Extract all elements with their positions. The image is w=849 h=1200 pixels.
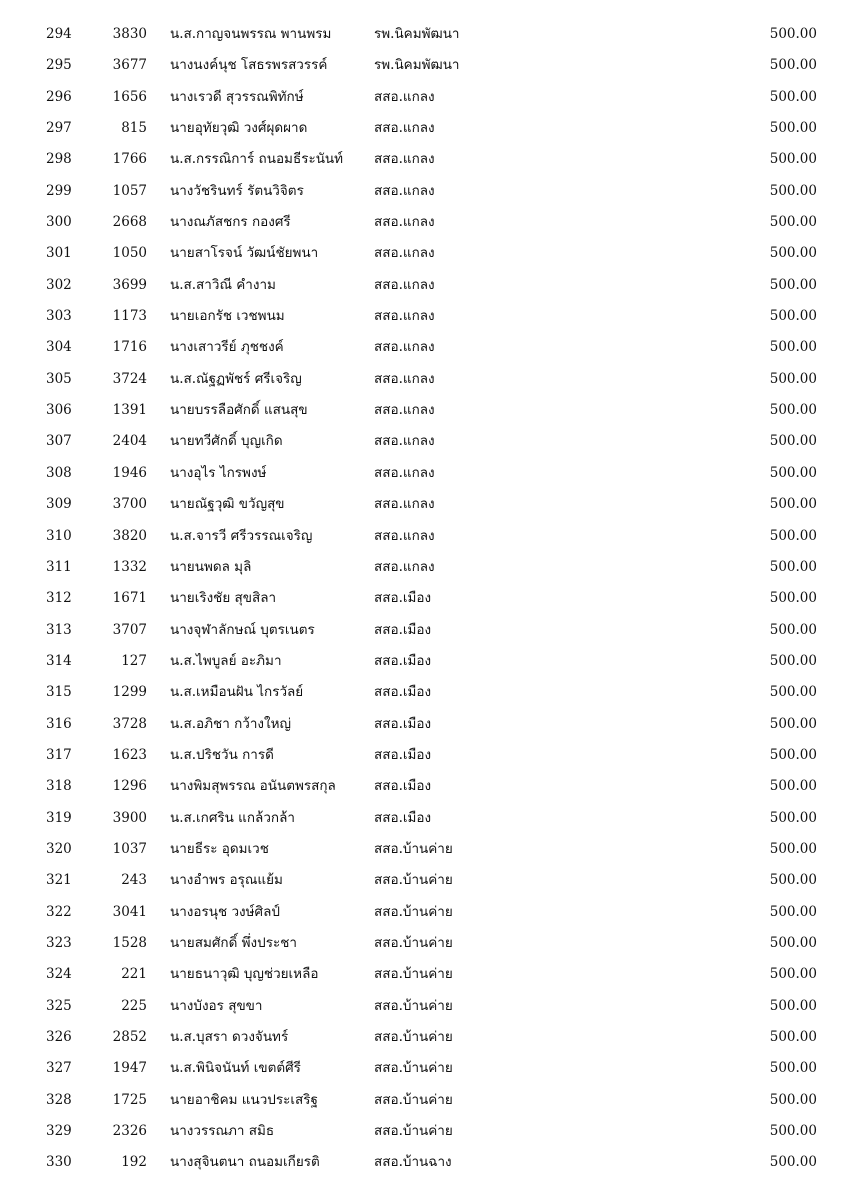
table-row <box>0 50 849 81</box>
row-number: 316 <box>46 715 72 732</box>
workplace: สสอ.บ้านค่าย <box>374 1060 453 1077</box>
member-name: นางเรวดี สุวรรณพิทักษ์ <box>170 88 304 105</box>
member-code: 2668 <box>112 214 147 231</box>
workplace: สสอ.แกลง <box>374 214 435 231</box>
amount: 500.00 <box>769 746 817 763</box>
member-code: 3677 <box>112 57 147 74</box>
amount: 500.00 <box>769 840 817 857</box>
amount: 500.00 <box>769 558 817 575</box>
amount: 500.00 <box>769 308 817 325</box>
amount: 500.00 <box>769 245 817 262</box>
member-name: นายบรรลือศักดิ์ แสนสุข <box>170 402 308 419</box>
amount: 500.00 <box>769 997 817 1014</box>
table-row <box>0 1116 849 1147</box>
workplace: สสอ.บ้านค่าย <box>374 934 453 951</box>
member-name: น.ส.พินิจนันท์ เขตต์ศีรี <box>170 1060 301 1077</box>
member-name: นายธนาวุฒิ บุญช่วยเหลือ <box>170 966 319 983</box>
member-code: 243 <box>121 872 147 889</box>
member-name: นายธีระ อุดมเวช <box>170 840 269 857</box>
payment-list-table <box>0 19 849 1179</box>
workplace: สสอ.แกลง <box>374 182 435 199</box>
member-code: 1057 <box>112 182 147 199</box>
member-code: 1173 <box>112 308 147 325</box>
member-code: 1671 <box>112 590 147 607</box>
amount: 500.00 <box>769 182 817 199</box>
member-code: 1050 <box>112 245 147 262</box>
workplace: สสอ.แกลง <box>374 370 435 387</box>
member-code: 3820 <box>112 527 147 544</box>
member-code: 1766 <box>112 151 147 168</box>
workplace: รพ.นิคมพัฒนา <box>374 57 460 74</box>
amount: 500.00 <box>769 684 817 701</box>
table-row <box>0 332 849 363</box>
member-code: 221 <box>121 966 147 983</box>
table-row <box>0 144 849 175</box>
member-name: น.ส.เกศริน แกล้วกล้า <box>170 809 295 826</box>
member-code: 1946 <box>112 464 147 481</box>
amount: 500.00 <box>769 151 817 168</box>
table-row <box>0 897 849 928</box>
row-number: 305 <box>46 370 72 387</box>
member-code: 2404 <box>112 433 147 450</box>
member-code: 3724 <box>112 370 147 387</box>
amount: 500.00 <box>769 715 817 732</box>
row-number: 325 <box>46 997 72 1014</box>
amount: 500.00 <box>769 120 817 137</box>
member-name: น.ส.สาวิณี คำงาม <box>170 276 276 293</box>
row-number: 318 <box>46 778 72 795</box>
row-number: 314 <box>46 652 72 669</box>
amount: 500.00 <box>769 934 817 951</box>
row-number: 320 <box>46 840 72 857</box>
workplace: สสอ.แกลง <box>374 276 435 293</box>
row-number: 327 <box>46 1060 72 1077</box>
workplace: สสอ.แกลง <box>374 88 435 105</box>
workplace: สสอ.เมือง <box>374 746 432 763</box>
workplace: สสอ.บ้านค่าย <box>374 966 453 983</box>
workplace: สสอ.เมือง <box>374 684 432 701</box>
workplace: สสอ.แกลง <box>374 120 435 137</box>
member-code: 1623 <box>112 746 147 763</box>
row-number: 313 <box>46 621 72 638</box>
row-number: 315 <box>46 684 72 701</box>
member-code: 1296 <box>112 778 147 795</box>
member-code: 1656 <box>112 88 147 105</box>
table-row <box>0 646 849 677</box>
amount: 500.00 <box>769 339 817 356</box>
amount: 500.00 <box>769 903 817 920</box>
workplace: สสอ.เมือง <box>374 590 432 607</box>
member-name: น.ส.บุสรา ดวงจันทร์ <box>170 1029 289 1045</box>
member-name: นางวรรณภา สมิธ <box>170 1123 275 1140</box>
table-row <box>0 426 849 457</box>
member-code: 1528 <box>112 934 147 951</box>
row-number: 310 <box>46 527 72 544</box>
member-code: 3041 <box>112 903 147 920</box>
row-number: 294 <box>46 26 72 42</box>
member-code: 3700 <box>112 496 147 513</box>
table-row <box>0 803 849 834</box>
amount: 500.00 <box>769 496 817 513</box>
table-row <box>0 677 849 708</box>
member-name: นายสาโรจน์ วัฒน์ชัยพนา <box>170 245 319 262</box>
workplace: รพ.นิคมพัฒนา <box>374 26 460 42</box>
member-name: นายสมศักดิ์ พึ่งประชา <box>170 934 297 951</box>
member-name: น.ส.ปริชวัน การดี <box>170 746 274 763</box>
workplace: สสอ.แกลง <box>374 496 435 513</box>
table-row <box>0 1085 849 1116</box>
member-code: 225 <box>121 997 147 1014</box>
member-name: นางจุฬาลักษณ์ บุตรเนตร <box>170 621 315 638</box>
member-code: 1725 <box>112 1091 147 1108</box>
workplace: สสอ.แกลง <box>374 464 435 481</box>
amount: 500.00 <box>769 1123 817 1140</box>
workplace: สสอ.แกลง <box>374 151 435 168</box>
member-code: 1716 <box>112 339 147 356</box>
amount: 500.00 <box>769 872 817 889</box>
workplace: สสอ.บ้านค่าย <box>374 1091 453 1108</box>
member-name: นางวัชรินทร์ รัตนวิจิตร <box>170 182 304 199</box>
row-number: 307 <box>46 433 72 450</box>
table-row <box>0 521 849 552</box>
workplace: สสอ.บ้านฉาง <box>374 1154 452 1171</box>
member-code: 3707 <box>112 621 147 638</box>
row-number: 329 <box>46 1123 72 1140</box>
table-row <box>0 176 849 207</box>
workplace: สสอ.เมือง <box>374 652 432 669</box>
row-number: 317 <box>46 746 72 763</box>
table-row <box>0 1053 849 1084</box>
workplace: สสอ.แกลง <box>374 433 435 450</box>
member-name: น.ส.กรรณิการ์ ถนอมธีระนันท์ <box>170 151 344 168</box>
table-row <box>0 82 849 113</box>
amount: 500.00 <box>769 433 817 450</box>
member-name: นายณัฐวุฒิ ขวัญสุข <box>170 496 285 513</box>
table-row <box>0 740 849 771</box>
workplace: สสอ.บ้านค่าย <box>374 1123 453 1140</box>
member-name: น.ส.ไพบูลย์ อะภิมา <box>170 652 282 669</box>
amount: 500.00 <box>769 57 817 74</box>
row-number: 303 <box>46 308 72 325</box>
table-row <box>0 301 849 332</box>
member-name: นายเอกรัช เวชพนม <box>170 308 285 325</box>
row-number: 328 <box>46 1091 72 1108</box>
table-row <box>0 865 849 896</box>
table-row <box>0 615 849 646</box>
row-number: 298 <box>46 151 72 168</box>
table-row <box>0 364 849 395</box>
workplace: สสอ.เมือง <box>374 621 432 638</box>
row-number: 311 <box>46 558 72 575</box>
member-name: นางณภัสชกร กองศรี <box>170 214 291 231</box>
member-name: นางเสาวรีย์ ภุชชงค์ <box>170 339 284 356</box>
workplace: สสอ.บ้านค่าย <box>374 872 453 889</box>
member-code: 3728 <box>112 715 147 732</box>
workplace: สสอ.บ้านค่าย <box>374 997 453 1014</box>
row-number: 297 <box>46 120 72 137</box>
member-name: นางอำพร อรุณแย้ม <box>170 872 283 889</box>
amount: 500.00 <box>769 652 817 669</box>
member-name: นางนงค์นุช โสธรพรสวรรค์ <box>170 57 328 74</box>
member-code: 1299 <box>112 684 147 701</box>
member-name: นายนพดล มุลิ <box>170 558 252 575</box>
amount: 500.00 <box>769 1154 817 1171</box>
member-name: นายทวีศักดิ์ บุญเกิด <box>170 433 283 450</box>
table-row <box>0 834 849 865</box>
workplace: สสอ.แกลง <box>374 527 435 544</box>
table-row <box>0 583 849 614</box>
amount: 500.00 <box>769 809 817 826</box>
member-code: 1947 <box>112 1060 147 1077</box>
amount: 500.00 <box>769 88 817 105</box>
amount: 500.00 <box>769 1029 817 1045</box>
table-row <box>0 489 849 520</box>
member-name: น.ส.กาญจนพรรณ พานพรม <box>170 26 332 42</box>
table-row <box>0 1022 849 1053</box>
member-name: นางสุจินตนา ถนอมเกียรติ <box>170 1154 320 1171</box>
member-name: นางอรนุช วงษ์ศิลป์ <box>170 903 280 920</box>
member-code: 3830 <box>112 26 147 42</box>
row-number: 312 <box>46 590 72 607</box>
member-code: 1332 <box>112 558 147 575</box>
workplace: สสอ.บ้านค่าย <box>374 840 453 857</box>
member-name: นายอาชิคม แนวประเสริฐ <box>170 1091 318 1108</box>
amount: 500.00 <box>769 778 817 795</box>
table-row <box>0 959 849 990</box>
member-name: นางบังอร สุขขา <box>170 997 263 1014</box>
row-number: 299 <box>46 182 72 199</box>
table-row <box>0 207 849 238</box>
member-name: น.ส.อภิชา กว้างใหญ่ <box>170 715 292 732</box>
member-name: น.ส.เหมือนฝัน ไกรวัลย์ <box>170 684 304 701</box>
row-number: 306 <box>46 402 72 419</box>
table-row <box>0 928 849 959</box>
amount: 500.00 <box>769 464 817 481</box>
member-name: นางพิมสุพรรณ อนันตพรสกุล <box>170 778 336 795</box>
table-row <box>0 709 849 740</box>
table-row <box>0 270 849 301</box>
member-code: 2326 <box>112 1123 147 1140</box>
workplace: สสอ.แกลง <box>374 308 435 325</box>
workplace: สสอ.เมือง <box>374 809 432 826</box>
workplace: สสอ.แกลง <box>374 339 435 356</box>
amount: 500.00 <box>769 966 817 983</box>
workplace: สสอ.เมือง <box>374 715 432 732</box>
member-name: น.ส.ณัฐฏพัชร์ ศรีเจริญ <box>170 370 302 387</box>
workplace: สสอ.เมือง <box>374 778 432 795</box>
amount: 500.00 <box>769 527 817 544</box>
member-code: 815 <box>121 120 147 137</box>
amount: 500.00 <box>769 590 817 607</box>
table-row <box>0 771 849 802</box>
member-code: 192 <box>121 1154 147 1171</box>
member-code: 127 <box>121 652 147 669</box>
member-code: 1391 <box>112 402 147 419</box>
row-number: 323 <box>46 934 72 951</box>
workplace: สสอ.แกลง <box>374 558 435 575</box>
workplace: สสอ.บ้านค่าย <box>374 903 453 920</box>
amount: 500.00 <box>769 26 817 42</box>
row-number: 330 <box>46 1154 72 1171</box>
row-number: 301 <box>46 245 72 262</box>
row-number: 321 <box>46 872 72 889</box>
amount: 500.00 <box>769 1091 817 1108</box>
amount: 500.00 <box>769 1060 817 1077</box>
row-number: 324 <box>46 966 72 983</box>
row-number: 296 <box>46 88 72 105</box>
row-number: 308 <box>46 464 72 481</box>
row-number: 326 <box>46 1029 72 1045</box>
member-name: นางอุไร ไกรพงษ์ <box>170 464 267 481</box>
table-row <box>0 1147 849 1178</box>
table-row <box>0 458 849 489</box>
row-number: 319 <box>46 809 72 826</box>
table-row <box>0 991 849 1022</box>
member-code: 3699 <box>112 276 147 293</box>
amount: 500.00 <box>769 214 817 231</box>
row-number: 295 <box>46 57 72 74</box>
row-number: 304 <box>46 339 72 356</box>
row-number: 302 <box>46 276 72 293</box>
member-name: นายอุทัยวุฒิ วงศ์ผุดผาด <box>170 120 308 137</box>
workplace: สสอ.แกลง <box>374 245 435 262</box>
member-code: 1037 <box>112 840 147 857</box>
table-row <box>0 113 849 144</box>
row-number: 300 <box>46 214 72 231</box>
amount: 500.00 <box>769 276 817 293</box>
member-name: นายเริงชัย สุขสิลา <box>170 590 277 607</box>
workplace: สสอ.บ้านค่าย <box>374 1029 453 1045</box>
row-number: 322 <box>46 903 72 920</box>
member-code: 2852 <box>112 1029 147 1045</box>
table-row <box>0 238 849 269</box>
table-row <box>0 395 849 426</box>
table-row <box>0 552 849 583</box>
row-number: 309 <box>46 496 72 513</box>
amount: 500.00 <box>769 402 817 419</box>
amount: 500.00 <box>769 370 817 387</box>
table-row <box>0 19 849 50</box>
amount: 500.00 <box>769 621 817 638</box>
member-code: 3900 <box>112 809 147 826</box>
member-name: น.ส.จารวี ศรีวรรณเจริญ <box>170 527 313 544</box>
workplace: สสอ.แกลง <box>374 402 435 419</box>
